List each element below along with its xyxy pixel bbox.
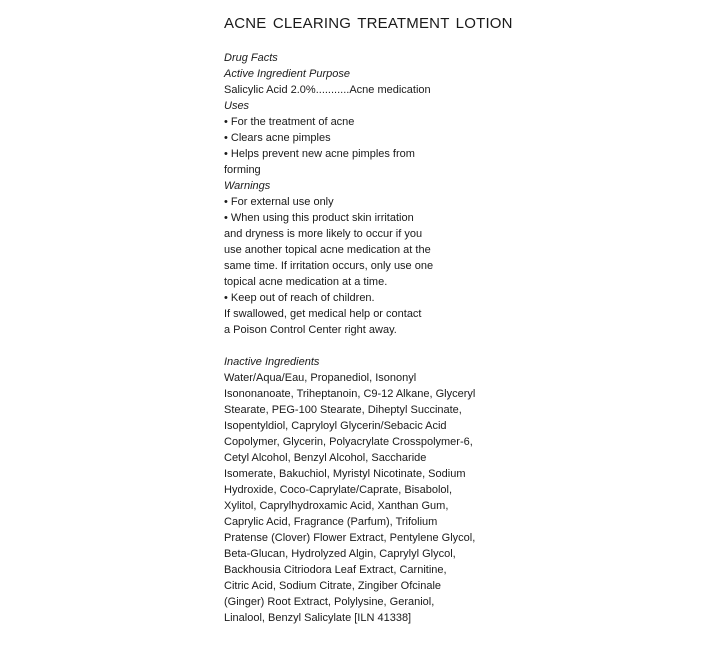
- active-ingredient-line: Salicylic Acid 2.0%...........Acne medication: [224, 84, 431, 96]
- uses-line: • Clears acne pimples: [224, 132, 331, 144]
- inactive-ingredients-line: Water/Aqua/Eau, Propanediol, Isononyl: [224, 372, 417, 384]
- warnings-line: topical acne medication at a time.: [224, 276, 388, 288]
- warnings-line: same time. If irritation occurs, only use one: [224, 260, 434, 272]
- uses-heading: Uses: [224, 100, 250, 112]
- inactive-ingredients-line: Backhousia Citriodora Leaf Extract, Carnitine,: [224, 564, 447, 576]
- warnings-line: • For external use only: [224, 196, 334, 208]
- warnings-line: use another topical acne medication at the: [224, 244, 431, 256]
- inactive-ingredients-line: Isopentyldiol, Capryloyl Glycerin/Sebacic Acid: [224, 420, 447, 432]
- inactive-ingredients-line: Citric Acid, Sodium Citrate, Zingiber Ofcinale: [224, 580, 442, 592]
- inactive-ingredients-line: Copolymer, Glycerin, Polyacrylate Crosspolymer-6,: [224, 436, 473, 448]
- inactive-ingredients-line: Beta-Glucan, Hydrolyzed Algin, Caprylyl Glycol,: [224, 548, 456, 560]
- inactive-ingredients-line: Cetyl Alcohol, Benzyl Alcohol, Saccharide: [224, 452, 427, 464]
- inactive-ingredients-line: Linalool, Benzyl Salicylate [ILN 41338]: [224, 612, 412, 624]
- warnings-heading: Warnings: [224, 180, 271, 192]
- inactive-ingredients-line: Isononanoate, Triheptanoin, C9-12 Alkane, Glyceryl: [224, 388, 476, 400]
- drug-facts-body: [224, 50, 524, 626]
- active-ingredient-heading: Active Ingredient Purpose: [224, 68, 350, 80]
- inactive-ingredients-line: Xylitol, Caprylhydroxamic Acid, Xanthan Gum,: [224, 500, 449, 512]
- warnings-line: and dryness is more likely to occur if you: [224, 228, 423, 240]
- uses-line: • For the treatment of acne: [224, 116, 355, 128]
- inactive-ingredients-line: Isomerate, Bakuchiol, Myristyl Nicotinate, Sodium: [224, 468, 466, 480]
- warnings-line: a Poison Control Center right away.: [224, 324, 397, 336]
- inactive-ingredients-line: Stearate, PEG-100 Stearate, Diheptyl Succinate,: [224, 404, 462, 416]
- warnings-list: [224, 194, 524, 338]
- uses-line: • Helps prevent new acne pimples from: [224, 148, 415, 160]
- uses-line: forming: [224, 164, 261, 176]
- inactive-ingredients-line: (Ginger) Root Extract, Polylysine, Geraniol,: [224, 596, 435, 608]
- warnings-line: If swallowed, get medical help or contact: [224, 308, 422, 320]
- page-title: ACNE CLEARING TREATMENT LOTION: [224, 15, 513, 32]
- inactive-ingredients-line: Pratense (Clover) Flower Extract, Pentylene Glycol,: [224, 532, 476, 544]
- inactive-ingredients-list: [224, 370, 524, 626]
- inactive-ingredients-heading: Inactive Ingredients: [224, 356, 320, 368]
- inactive-ingredients-line: Caprylic Acid, Fragrance (Parfum), Trifolium: [224, 516, 438, 528]
- section-spacer: [224, 338, 524, 354]
- uses-list: [224, 114, 524, 178]
- warnings-line: • Keep out of reach of children.: [224, 292, 375, 304]
- warnings-line: • When using this product skin irritation: [224, 212, 414, 224]
- inactive-ingredients-line: Hydroxide, Coco-Caprylate/Caprate, Bisabolol,: [224, 484, 453, 496]
- drug-facts-heading: Drug Facts: [224, 52, 278, 64]
